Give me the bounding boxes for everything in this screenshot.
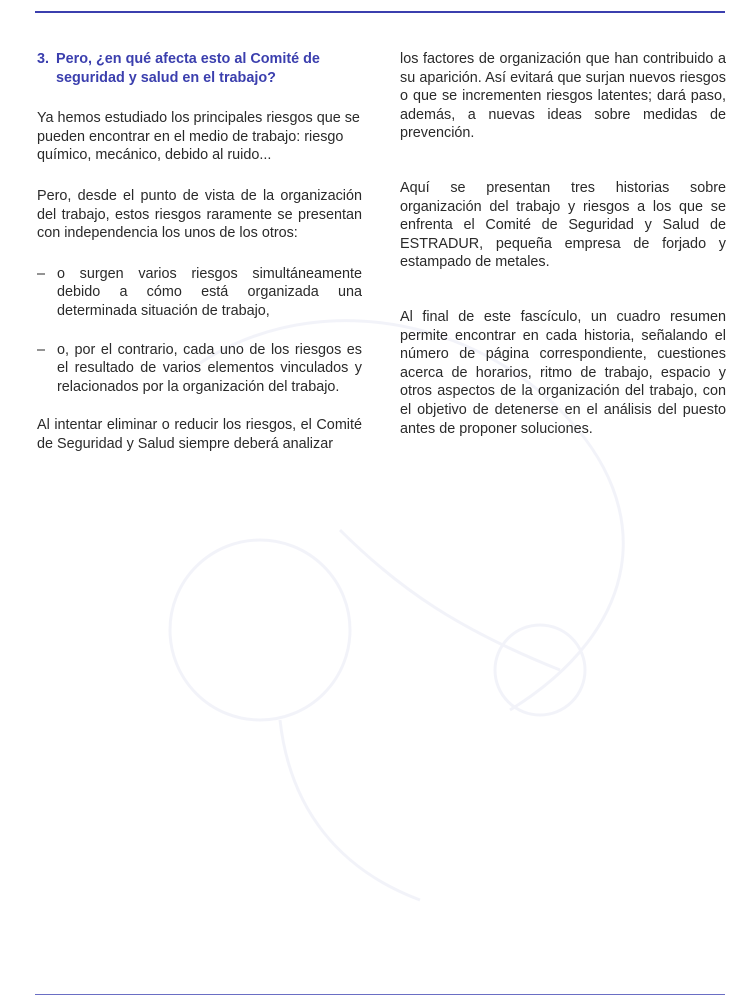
list-item	[37, 265, 362, 321]
paragraph-summary-table: Al final de este fascículo, un cuadro resumen permite encontrar en cada historia, señalando el número de página correspondiente, cuestiones acerca de horarios, ritmo de trabajo, espacio y otros aspectos de la organización del trabajo, con el objetivo de detenerse en el análisis del puesto antes de proponer soluciones.	[400, 308, 726, 437]
section-heading	[37, 50, 362, 87]
right-column	[400, 50, 726, 460]
section-number: 3.	[37, 51, 50, 67]
list-item-text: o, por el contrario, cada uno de los riesgos es el resultado de varios elementos vinculados y relacionados por la organización del trabajo.	[57, 341, 362, 395]
left-column	[37, 50, 362, 476]
paragraph-committee-analysis: Al intentar eliminar o reducir los riesgos, el Comité de Seguridad y Salud siempre deberá analizar	[37, 417, 362, 452]
list-dash: –	[37, 265, 46, 282]
list-item	[37, 341, 362, 397]
top-rule	[35, 11, 725, 13]
risk-list	[37, 265, 362, 397]
paragraph-three-stories: Aquí se presentan tres historias sobre organización del trabajo y riesgos a los que se enfrenta el Comité de Seguridad y Salud de ESTRADUR, pequeña empresa de forjado y estampado de metales.	[400, 179, 726, 271]
list-dash: –	[37, 341, 46, 358]
paragraph-organization-view: Pero, desde el punto de vista de la organización del trabajo, estos riesgos raramente se presentan con independencia los unos de los otros:	[37, 187, 362, 242]
paragraph-risks-studied: Ya hemos estudiado los principales riesgos que se pueden encontrar en el medio de trabajo: riesgo químico, mecánico, debido al ruido...	[37, 110, 360, 164]
bottom-rule	[35, 994, 725, 995]
paragraph-organization-factors: los factores de organización que han contribuido a su aparición. Así evitará que surjan nuevos riesgos o que se incrementen riesgos latentes; dará paso, además, a nuevas ideas sobre medidas de prevención.	[400, 51, 726, 142]
section-title: Pero, ¿en qué afecta esto al Comité de seguridad y salud en el trabajo?	[56, 51, 320, 86]
list-item-text: o surgen varios riesgos simultáneamente debido a cómo está organizada una determinada situación de trabajo,	[57, 265, 362, 319]
